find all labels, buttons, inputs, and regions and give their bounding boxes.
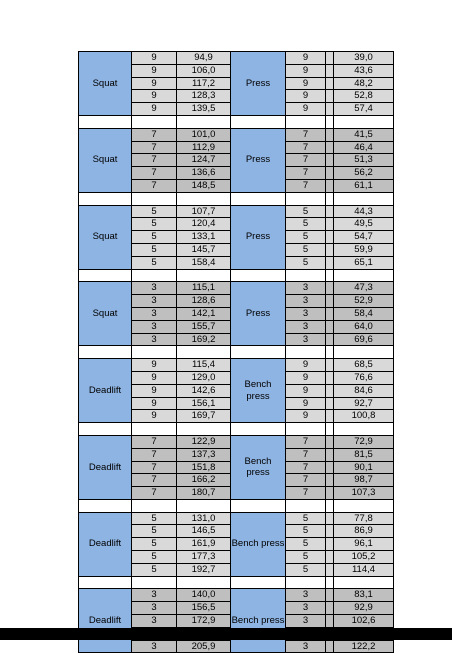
weight-cell: 56,2	[334, 167, 394, 180]
weight-cell: 106,0	[177, 64, 231, 77]
reps-cell: 3	[132, 602, 177, 615]
weight-cell: 131,0	[177, 512, 231, 525]
weight-cell: 145,7	[177, 243, 231, 256]
weight-cell: 76,6	[334, 371, 394, 384]
reps-cell: 7	[286, 435, 326, 448]
reps-cell: 7	[286, 461, 326, 474]
weight-cell: 161,9	[177, 538, 231, 551]
weight-cell: 57,4	[334, 103, 394, 116]
reps-cell: 3	[286, 333, 326, 346]
spacer-cell	[326, 397, 334, 410]
reps-cell: 3	[132, 640, 177, 653]
weight-cell: 84,6	[334, 384, 394, 397]
weight-cell: 115,4	[177, 359, 231, 372]
weight-cell: 98,7	[334, 474, 394, 487]
spacer-cell	[326, 90, 334, 103]
reps-cell: 9	[132, 64, 177, 77]
reps-cell: 5	[286, 243, 326, 256]
group-spacer	[79, 576, 394, 589]
weight-cell: 81,5	[334, 448, 394, 461]
exercise-label-left: Squat	[79, 205, 132, 269]
group-spacer	[79, 192, 394, 205]
exercise-label-right: Bench press	[231, 589, 286, 653]
weight-cell: 158,4	[177, 256, 231, 269]
exercise-label-left: Deadlift	[79, 589, 132, 653]
weight-cell: 133,1	[177, 231, 231, 244]
reps-cell: 3	[286, 589, 326, 602]
spacer-cell	[326, 448, 334, 461]
spacer-cell	[326, 218, 334, 231]
exercise-label-right: Press	[231, 52, 286, 116]
reps-cell: 5	[286, 525, 326, 538]
spacer-cell	[326, 282, 334, 295]
spacer-cell	[326, 615, 334, 628]
weight-cell: 139,5	[177, 103, 231, 116]
reps-cell: 5	[286, 205, 326, 218]
spacer-cell	[326, 371, 334, 384]
weight-cell: 124,7	[177, 154, 231, 167]
reps-cell: 5	[132, 256, 177, 269]
reps-cell: 9	[132, 371, 177, 384]
spacer-cell	[326, 167, 334, 180]
reps-cell: 5	[286, 231, 326, 244]
spacer-cell	[326, 231, 334, 244]
exercise-label-right: Press	[231, 282, 286, 346]
spacer-cell	[326, 525, 334, 538]
weight-cell: 155,7	[177, 320, 231, 333]
spacer-cell	[326, 359, 334, 372]
reps-cell: 7	[132, 167, 177, 180]
weight-cell: 136,6	[177, 167, 231, 180]
weight-cell: 112,9	[177, 141, 231, 154]
weight-cell: 46,4	[334, 141, 394, 154]
exercise-label-right: Press	[231, 205, 286, 269]
weight-cell: 105,2	[334, 551, 394, 564]
weight-cell: 177,3	[177, 551, 231, 564]
exercise-label-right: Bench press	[231, 435, 286, 499]
weight-cell: 83,1	[334, 589, 394, 602]
weight-cell: 86,9	[334, 525, 394, 538]
weight-cell: 114,4	[334, 563, 394, 576]
weight-cell: 151,8	[177, 461, 231, 474]
weight-cell: 137,3	[177, 448, 231, 461]
weight-cell: 64,0	[334, 320, 394, 333]
spacer-cell	[326, 410, 334, 423]
reps-cell: 9	[286, 64, 326, 77]
spacer-cell	[326, 52, 334, 65]
reps-cell: 5	[132, 551, 177, 564]
spacer-cell	[326, 563, 334, 576]
table-row	[79, 512, 394, 525]
weight-cell: 122,2	[334, 640, 394, 653]
spacer-cell	[326, 512, 334, 525]
spacer-cell	[326, 64, 334, 77]
reps-cell: 5	[286, 218, 326, 231]
spacer-cell	[326, 77, 334, 90]
weight-cell: 58,4	[334, 307, 394, 320]
weight-cell: 107,3	[334, 487, 394, 500]
reps-cell: 7	[286, 487, 326, 500]
weight-cell: 77,8	[334, 512, 394, 525]
weight-cell: 51,3	[334, 154, 394, 167]
weight-cell: 49,5	[334, 218, 394, 231]
exercise-label-left: Deadlift	[79, 359, 132, 423]
reps-cell: 5	[132, 218, 177, 231]
spacer-cell	[326, 103, 334, 116]
reps-cell: 7	[286, 179, 326, 192]
spacer-cell	[326, 128, 334, 141]
reps-cell: 5	[286, 551, 326, 564]
reps-cell: 9	[286, 397, 326, 410]
reps-cell: 5	[132, 563, 177, 576]
reps-cell: 5	[286, 563, 326, 576]
reps-cell: 5	[132, 205, 177, 218]
weight-cell: 146,5	[177, 525, 231, 538]
reps-cell: 3	[132, 295, 177, 308]
reps-cell: 7	[286, 141, 326, 154]
spacer-cell	[326, 589, 334, 602]
exercise-label-left: Deadlift	[79, 512, 132, 576]
spacer-cell	[326, 295, 334, 308]
reps-cell: 7	[132, 141, 177, 154]
strength-table	[78, 51, 394, 653]
reps-cell: 5	[132, 231, 177, 244]
exercise-label-right: Bench press	[231, 359, 286, 423]
weight-cell: 101,0	[177, 128, 231, 141]
weight-cell: 128,3	[177, 90, 231, 103]
spacer-cell	[326, 154, 334, 167]
spacer-cell	[326, 461, 334, 474]
reps-cell: 3	[132, 333, 177, 346]
weight-cell: 169,2	[177, 333, 231, 346]
reps-cell: 7	[286, 474, 326, 487]
reps-cell: 7	[286, 128, 326, 141]
weight-cell: 61,1	[334, 179, 394, 192]
weight-cell: 156,5	[177, 602, 231, 615]
reps-cell: 9	[286, 371, 326, 384]
spacer-cell	[326, 551, 334, 564]
reps-cell: 3	[286, 295, 326, 308]
exercise-label-left: Squat	[79, 282, 132, 346]
reps-cell: 9	[286, 359, 326, 372]
exercise-label-right: Press	[231, 128, 286, 192]
weight-cell: 72,9	[334, 435, 394, 448]
weight-cell: 122,9	[177, 435, 231, 448]
reps-cell: 7	[132, 154, 177, 167]
weight-cell: 192,7	[177, 563, 231, 576]
reps-cell: 3	[132, 282, 177, 295]
weight-cell: 169,7	[177, 410, 231, 423]
weight-cell: 102,6	[334, 615, 394, 628]
reps-cell: 5	[132, 538, 177, 551]
reps-cell: 5	[132, 525, 177, 538]
reps-cell: 5	[286, 538, 326, 551]
weight-cell: 96,1	[334, 538, 394, 551]
group-spacer	[79, 269, 394, 282]
reps-cell: 7	[132, 179, 177, 192]
exercise-label-left: Squat	[79, 128, 132, 192]
reps-cell: 7	[132, 128, 177, 141]
table-row	[79, 435, 394, 448]
reps-cell: 9	[286, 52, 326, 65]
table-row	[79, 359, 394, 372]
weight-cell: 142,1	[177, 307, 231, 320]
weight-cell: 54,7	[334, 231, 394, 244]
reps-cell: 3	[132, 320, 177, 333]
weight-cell: 166,2	[177, 474, 231, 487]
reps-cell: 7	[132, 461, 177, 474]
spacer-cell	[326, 435, 334, 448]
weight-cell: 39,0	[334, 52, 394, 65]
reps-cell: 9	[286, 410, 326, 423]
spacer-cell	[326, 384, 334, 397]
spacer-cell	[326, 256, 334, 269]
reps-cell: 9	[132, 77, 177, 90]
reps-cell: 3	[132, 307, 177, 320]
weight-cell: 44,3	[334, 205, 394, 218]
table-row	[79, 52, 394, 65]
exercise-label-right: Bench press	[231, 512, 286, 576]
reps-cell: 7	[132, 435, 177, 448]
weight-cell: 65,1	[334, 256, 394, 269]
spacer-cell	[326, 333, 334, 346]
reps-cell: 9	[286, 90, 326, 103]
spacer-cell	[326, 602, 334, 615]
weight-cell: 90,1	[334, 461, 394, 474]
spacer-cell	[326, 141, 334, 154]
spacer-cell	[326, 205, 334, 218]
reps-cell: 9	[132, 410, 177, 423]
weight-cell: 47,3	[334, 282, 394, 295]
exercise-label-left: Squat	[79, 52, 132, 116]
group-spacer	[79, 115, 394, 128]
reps-cell: 5	[286, 512, 326, 525]
weight-cell: 156,1	[177, 397, 231, 410]
weight-cell: 115,1	[177, 282, 231, 295]
reps-cell: 7	[132, 487, 177, 500]
weight-cell: 180,7	[177, 487, 231, 500]
reps-cell: 3	[286, 282, 326, 295]
spacer-cell	[326, 179, 334, 192]
weight-cell: 92,9	[334, 602, 394, 615]
reps-cell: 9	[132, 103, 177, 116]
page-edge	[0, 628, 452, 640]
spacer-cell	[326, 243, 334, 256]
reps-cell: 3	[286, 640, 326, 653]
reps-cell: 9	[286, 77, 326, 90]
weight-cell: 172,9	[177, 615, 231, 628]
weight-cell: 41,5	[334, 128, 394, 141]
weight-cell: 48,2	[334, 77, 394, 90]
weight-cell: 128,6	[177, 295, 231, 308]
reps-cell: 7	[286, 167, 326, 180]
spacer-cell	[326, 487, 334, 500]
weight-cell: 69,6	[334, 333, 394, 346]
weight-cell: 107,7	[177, 205, 231, 218]
exercise-label-left: Deadlift	[79, 435, 132, 499]
table-row	[79, 282, 394, 295]
table-row	[79, 205, 394, 218]
spacer-cell	[326, 474, 334, 487]
spacer-cell	[326, 640, 334, 653]
weight-cell: 117,2	[177, 77, 231, 90]
reps-cell: 3	[132, 615, 177, 628]
reps-cell: 3	[286, 320, 326, 333]
spacer-cell	[326, 538, 334, 551]
reps-cell: 9	[132, 359, 177, 372]
weight-cell: 142,6	[177, 384, 231, 397]
reps-cell: 7	[132, 474, 177, 487]
weight-cell: 52,9	[334, 295, 394, 308]
weight-cell: 120,4	[177, 218, 231, 231]
reps-cell: 9	[132, 52, 177, 65]
weight-cell: 129,0	[177, 371, 231, 384]
reps-cell: 7	[286, 448, 326, 461]
group-spacer	[79, 423, 394, 436]
spacer-cell	[326, 307, 334, 320]
weight-cell: 43,6	[334, 64, 394, 77]
reps-cell: 9	[286, 384, 326, 397]
reps-cell: 3	[132, 589, 177, 602]
reps-cell: 9	[132, 90, 177, 103]
group-spacer	[79, 499, 394, 512]
reps-cell: 3	[286, 602, 326, 615]
spacer-cell	[326, 320, 334, 333]
weight-cell: 140,0	[177, 589, 231, 602]
weight-cell: 92,7	[334, 397, 394, 410]
reps-cell: 9	[286, 103, 326, 116]
weight-cell: 52,8	[334, 90, 394, 103]
reps-cell: 3	[286, 615, 326, 628]
group-spacer	[79, 346, 394, 359]
weight-cell: 59,9	[334, 243, 394, 256]
weight-cell: 68,5	[334, 359, 394, 372]
reps-cell: 5	[132, 243, 177, 256]
reps-cell: 7	[286, 154, 326, 167]
reps-cell: 9	[132, 397, 177, 410]
weight-cell: 100,8	[334, 410, 394, 423]
table-row	[79, 128, 394, 141]
reps-cell: 5	[132, 512, 177, 525]
reps-cell: 7	[132, 448, 177, 461]
weight-cell: 205,9	[177, 640, 231, 653]
reps-cell: 3	[286, 307, 326, 320]
weight-cell: 148,5	[177, 179, 231, 192]
table-row	[79, 589, 394, 602]
reps-cell: 5	[286, 256, 326, 269]
reps-cell: 9	[132, 384, 177, 397]
weight-cell: 94,9	[177, 52, 231, 65]
